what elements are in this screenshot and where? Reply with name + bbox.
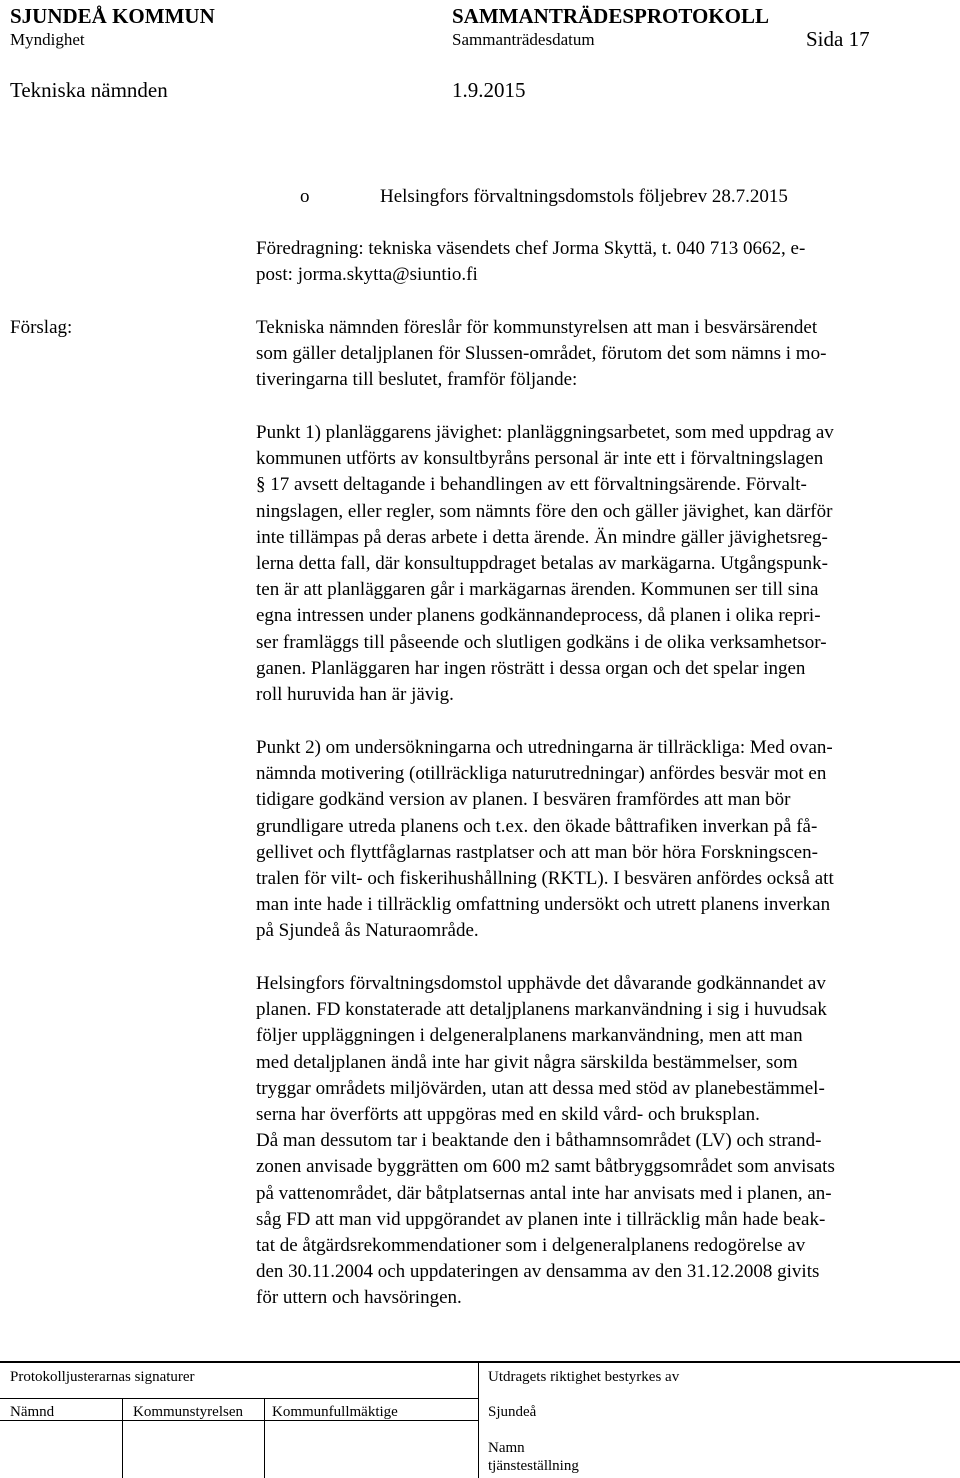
proposal-line: tiveringarna till beslutet, framför följande: [256,369,578,391]
court-line: följer uppläggningen i delgeneralplanens markanvändning, men att man [256,1025,803,1047]
header-page-number: Sida 17 [806,27,870,51]
presenter-line: Föredragning: tekniska väsendets chef Jorma Skyttä, t. 040 713 0662, e- [256,238,806,259]
court-line: serna har överförts att uppgöras med en skild vård- och bruksplan. [256,1104,760,1126]
court-line: Helsingfors förvaltningsdomstol upphävde det dåvarande godkännandet av [256,973,826,994]
attachment-bullet: o [300,186,310,207]
court-line: på vattenområdet, där båtplatsernas antal inte har anvisats med i planen, an- [256,1182,832,1204]
footer-col-divider-2 [264,1399,265,1478]
punkt2-line: på Sjundeå ås Naturaområde. [256,920,479,942]
footer-col-kommunstyrelsen: Kommunstyrelsen [133,1404,243,1420]
punkt1-line: lerna detta fall, där konsultuppdraget betalas av markägarna. Utgångspunk- [256,553,828,575]
court-line: den 30.11.2004 och uppdateringen av densamma av den 31.12.2008 givits [256,1261,820,1283]
footer-position-label: tjänsteställning [488,1458,579,1474]
punkt1-line: roll huruvida han är jävig. [256,684,454,706]
punkt2-paragraph [256,735,956,945]
punkt2-line: tralen för vilt- och fiskerihushållning (RKTL). I besvären anfördes också att [256,868,834,890]
proposal-line: Tekniska nämnden föreslår för kommunstyrelsen att man i besvärsärendet [256,317,818,338]
footer-divider [478,1361,479,1478]
footer-header-rule [0,1398,478,1399]
court-line: tat de åtgärdsrekommendationer som i delgeneralplanens redogörelse av [256,1235,806,1257]
proposal-block [256,315,956,394]
footer-name-label: Namn [488,1440,525,1456]
footer-col-kommunfullmaktige: Kommunfullmäktige [272,1404,398,1420]
court-line: tryggar områdets miljövärden, utan att dessa med stöd av planebestämmel- [256,1077,825,1099]
header-authority: Tekniska nämnden [10,78,168,102]
header-date: 1.9.2015 [452,78,526,102]
footer-sjundea: Sjundeå [488,1404,537,1420]
punkt1-line: ser framläggs till påseende och slutligen godkäns i de olika verksamhetsor- [256,631,827,653]
footer-top-rule [0,1361,960,1363]
court-paragraph [256,971,956,1312]
punkt2-line: grundligare utreda planens och t.ex. den ökade båttrafiken inverkan på få- [256,815,818,837]
court-line: planen. FD konstaterade att detaljplanens markanvändning i sig i huvudsak [256,999,827,1021]
punkt1-line: § 17 avsett deltagande i behandlingen av ett förvaltningsärende. Förvalt- [256,474,807,496]
header-doc-type: SAMMANTRÄDESPROTOKOLL [452,4,769,28]
punkt2-line: nämnda motivering (otillräckliga naturutredningar) anfördes besvär mot en [256,763,827,785]
punkt1-line: ten är att planläggaren går i markägarnas ärenden. Kommunen ser till sina [256,579,819,601]
presenter-block [256,236,956,288]
court-line: Då man dessutom tar i beaktande den i båthamnsområdet (LV) och strand- [256,1130,822,1152]
punkt1-paragraph [256,420,956,708]
punkt1-line: ganen. Planläggaren har ingen rösträtt i dessa organ och det spelar ingen [256,657,806,679]
punkt2-line: Punkt 2) om undersökningarna och utredningarna är tillräckliga: Med ovan- [256,737,833,758]
header-org: SJUNDEÅ KOMMUN [10,4,215,28]
punkt2-line: gellivet och flyttfåglarnas rastplatser och att man bör höra Forskningscen- [256,841,818,863]
court-line: för uttern och havsöringen. [256,1287,462,1309]
header-authority-label: Myndighet [10,30,85,49]
punkt1-line: inte tillämpas på deras arbete i detta ärende. Än mindre gäller jävighetsreg- [256,526,828,548]
footer-certify-label: Utdragets riktighet bestyrkes av [488,1369,680,1385]
punkt2-line: man inte hade i tillräcklig omfattning undersökt och utrett planens inverkan [256,894,831,916]
proposal-line: som gäller detaljplanen för Slussen-området, förutom det som nämns i mo- [256,343,827,365]
punkt1-line: kommunen utförts av konsultbyråns personal är inte ett i förvaltningslagen [256,448,824,470]
court-line: med detaljplanen ändå inte har givit några särskilda bestämmelser, som [256,1051,798,1073]
court-line: såg FD att man vid uppgörandet av planen inte i tillräcklig mån hade beak- [256,1208,826,1230]
presenter-line: post: jorma.skytta@siuntio.fi [256,264,478,286]
punkt2-line: tidigare godkänd version av planen. I besvären framfördes att man bör [256,789,791,811]
footer-col-divider-1 [122,1399,123,1478]
footer-signatures-label: Protokolljusterarnas signaturer [10,1369,195,1385]
proposal-label: Förslag: [10,317,73,338]
punkt1-line: Punkt 1) planläggarens jävighet: planläggningsarbetet, som med uppdrag av [256,422,834,443]
punkt1-line: ningslagen, eller regler, som nämnts före den och gäller jävighet, kan därför [256,500,833,522]
punkt1-line: egna intressen under planens godkännandeprocess, då planen i olika repri- [256,605,821,627]
header-date-label: Sammanträdesdatum [452,30,595,49]
footer-col-namnd: Nämnd [10,1404,55,1420]
court-line: zonen anvisade byggrätten om 600 m2 samt båtbryggsområdet som anvisats [256,1156,835,1178]
attachment-text: Helsingfors förvaltningsdomstols följebrev 28.7.2015 [380,186,788,207]
